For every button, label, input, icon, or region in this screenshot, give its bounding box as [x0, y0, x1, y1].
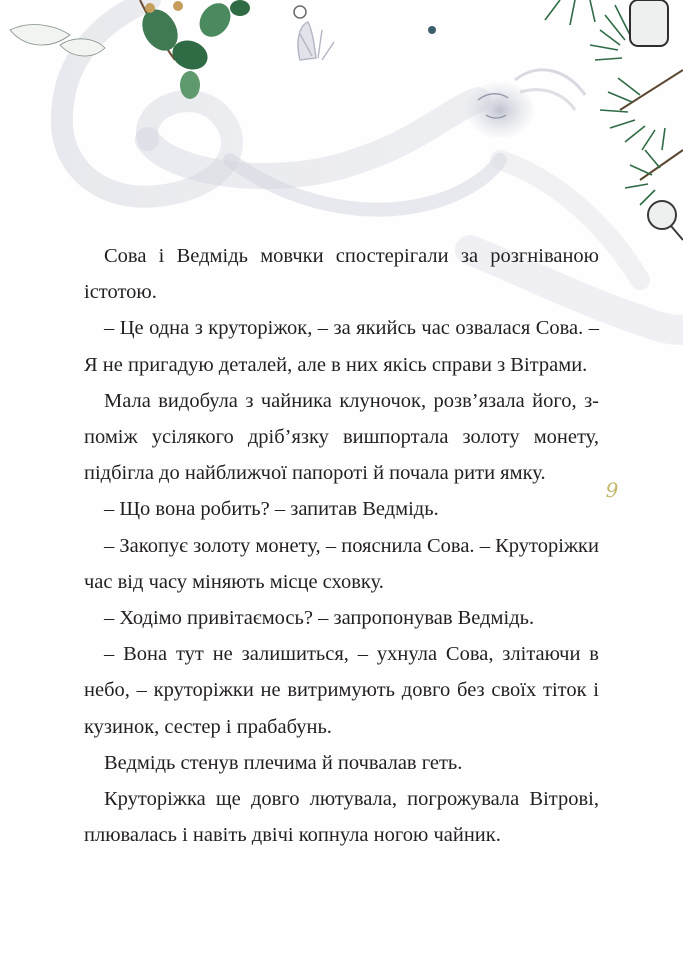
paragraph: – Це одна з круторіжок, – за якийсь час озвалася Сова. – Я не пригадую деталей, але в них якісь справи з Вітрами.: [84, 317, 599, 376]
paragraph: Ведмідь стенув плечима й почвалав геть.: [104, 751, 463, 774]
paragraph: – Закопує золоту монету, – пояснила Сова. – Круторіжки час від часу міняють місце сховку.: [84, 534, 599, 593]
paragraph: – Ходімо привітаємось? – запропонував Ведмідь.: [104, 607, 535, 630]
wind-spirit-face: [466, 70, 585, 138]
story-text: [84, 238, 599, 853]
paragraph: Мала видобула з чайника клуночок, розв’язала його, з-поміж усілякого дріб’язку вишпортала золоту монету, підбігла до найближчої папороті й почала рити ямку.: [84, 389, 599, 485]
hand-mirror-icon: [630, 0, 683, 240]
bead: [428, 26, 436, 34]
paragraph: – Вона тут не залишиться, – ухнула Сова, злітаючи в небо, – круторіжки не витримують довго без своїх тіток і кузинок, сестер і прабабунь.: [84, 643, 599, 738]
paragraph: Круторіжка ще довго лютувала, погрожувала Вітрові, плювалась і навіть двічі копнула ногою чайник.: [84, 788, 599, 847]
page-number: 9: [605, 478, 619, 502]
paragraph: – Що вона робить? – запитав Ведмідь.: [104, 498, 439, 521]
ring: [294, 6, 306, 18]
wind-spirit-hand: [298, 22, 334, 60]
oak-branch: [135, 0, 250, 99]
paragraph: Сова і Ведмідь мовчки спостерігали за розгніваною істотою.: [84, 245, 599, 304]
